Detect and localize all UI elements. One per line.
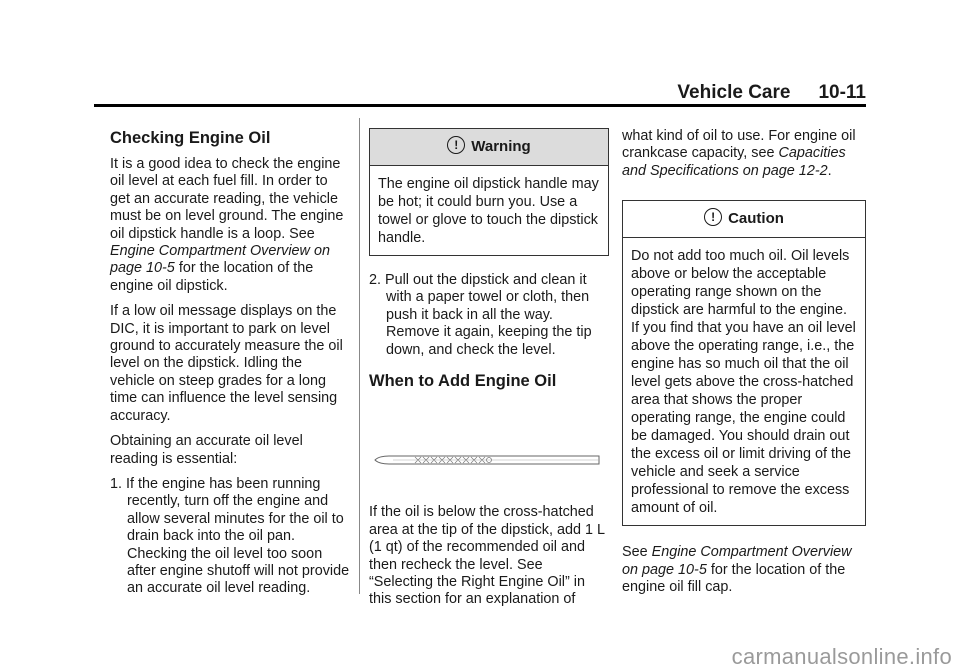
caution-text: Do not add too much oil. Oil levels above or below the acceptable operating range shown on the dipstick are harmful to the engine. If you find that you have an oil level above the operating range, i.e., the engine has so much oil that the oil level gets above the cross-hatched area that shows the proper operating range, the engine could be damaged. You should drain out the excess oil or limit driving of the vehicle and seek a service professional to remove the excess amount of oil. <box>631 248 856 517</box>
section-heading: Checking Engine Oil <box>110 129 271 147</box>
column-1 <box>110 128 350 606</box>
subsection-heading: When to Add Engine Oil <box>369 372 557 391</box>
paragraph: It is a good idea to check the engine oil level at each fuel fill. In order to get an accurate reading, the vehicle must be on level ground. The engine oil dipstick handle is a loop. See Engine Compartment Overview on page 10-5 for the location of the engine oil dipstick. <box>110 156 344 294</box>
cross-reference-link[interactable]: Engine Compartment Overview on page 10-5 <box>110 243 330 277</box>
paragraph: If the oil is below the cross-hatched area at the tip of the dipstick, add 1 L (1 qt) of the recommended oil and then recheck the level. See “Selecting the Right Engine Oil” in this section for an explanation of <box>369 504 605 608</box>
paragraph: Obtaining an accurate oil level reading is essential: <box>110 433 303 467</box>
step-1: 1. If the engine has been running recently, turn off the engine and allow several minutes for the oil to drain back into the oil pan. Checking the oil level too soon after engine shutoff will not provide an accurate oil level reading. <box>110 475 350 597</box>
column-divider <box>359 118 360 594</box>
column-3 <box>622 128 866 604</box>
warning-icon: ! <box>447 136 465 154</box>
column-2 <box>369 128 609 617</box>
cross-reference-link[interactable]: Capacities and Specifications on page 12-2 <box>622 145 846 179</box>
step-2: 2. Pull out the dipstick and clean it with a paper towel or cloth, then push it back in all the way. Remove it again, keeping the tip down, and check the level. <box>369 272 592 358</box>
dipstick-illustration <box>369 399 605 495</box>
caution-box <box>622 200 866 526</box>
caution-header: ! Caution <box>623 201 865 238</box>
warning-header: ! Warning <box>370 129 608 166</box>
paragraph: If a low oil message displays on the DIC, it is important to park on level ground to accurately measure the oil level on the dipstick. Idling the vehicle on steep grades for a long time can influence the level sensing accuracy. <box>110 303 343 424</box>
page-number: 10-11 <box>818 82 866 103</box>
page-header <box>677 82 866 104</box>
section-title: Vehicle Care <box>677 82 791 103</box>
watermark: carmanualsonline.info <box>731 644 952 669</box>
caution-icon: ! <box>704 208 722 226</box>
cross-reference-link[interactable]: Engine Compartment Overview on page 10-5 <box>622 544 852 578</box>
warning-box <box>369 128 609 256</box>
paragraph: See Engine Compartment Overview on page 10-5 for the location of the engine oil fill cap. <box>622 544 852 596</box>
warning-text: The engine oil dipstick handle may be hot; it could burn you. Use a towel or glove to touch the dipstick handle. <box>378 176 599 246</box>
header-rule <box>94 104 866 107</box>
paragraph: what kind of oil to use. For engine oil crankcase capacity, see Capacities and Specifications on page 12-2. <box>622 128 856 179</box>
